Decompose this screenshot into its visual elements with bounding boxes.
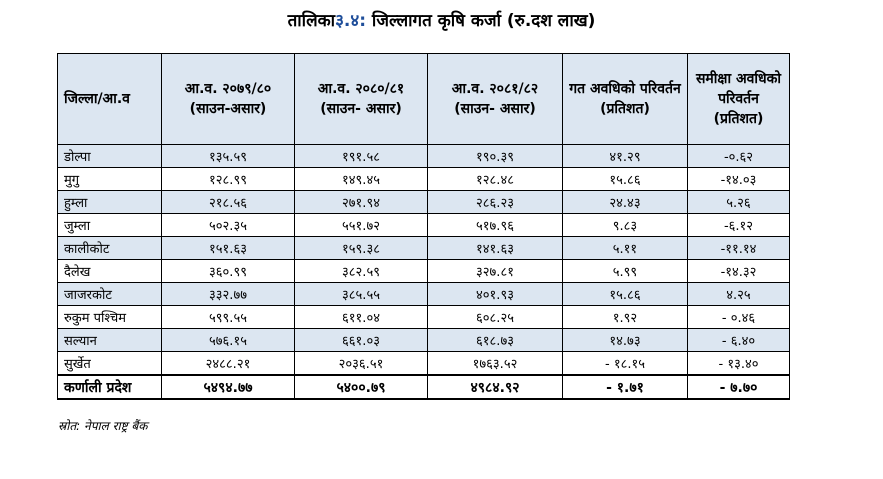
cell: ६६१.०३: [295, 329, 428, 352]
district-name: दैलेख: [58, 260, 162, 283]
total-cell: ५४९४.७७: [162, 375, 295, 399]
cell: ३६०.९९: [162, 260, 295, 283]
cell: १७६३.५२: [428, 352, 563, 376]
table-row: [58, 329, 790, 352]
district-name: जुम्ला: [58, 214, 162, 237]
cell: १५९.३८: [295, 237, 428, 260]
header-row: [58, 54, 790, 145]
table-row: [58, 191, 790, 214]
header-review-change: समीक्षा अवधिको परिवर्तन (प्रतिशत): [688, 54, 790, 145]
cell: ५९९.५५: [162, 306, 295, 329]
table-row: [58, 306, 790, 329]
district-name: मुगु: [58, 168, 162, 191]
cell: - ०.४६: [688, 306, 790, 329]
table-row: [58, 145, 790, 168]
cell: १४१.६३: [428, 237, 563, 260]
district-name: कालीकोट: [58, 237, 162, 260]
cell: ६०८.२५: [428, 306, 563, 329]
district-name: डोल्पा: [58, 145, 162, 168]
total-cell: - १.७१: [563, 375, 688, 399]
cell: १९१.५८: [295, 145, 428, 168]
cell: २४.४३: [563, 191, 688, 214]
cell: -१४.३२: [688, 260, 790, 283]
cell: ५०२.३५: [162, 214, 295, 237]
table-row: [58, 168, 790, 191]
table-title-number: ३.४:: [335, 11, 366, 31]
district-name: सल्यान: [58, 329, 162, 352]
cell: ६१८.७३: [428, 329, 563, 352]
cell: १९०.३९: [428, 145, 563, 168]
cell: १२८.९९: [162, 168, 295, 191]
credit-table: [57, 53, 790, 400]
cell: -११.१४: [688, 237, 790, 260]
total-row: [58, 375, 790, 399]
cell: ५.११: [563, 237, 688, 260]
cell: ३८२.५९: [295, 260, 428, 283]
total-label: कर्णाली प्रदेश: [58, 375, 162, 399]
table-row: [58, 260, 790, 283]
table-title-text: जिल्लागत कृषि कर्जा (रु.दश लाख): [371, 11, 596, 31]
cell: ३८५.५५: [295, 283, 428, 306]
cell: - १८.१५: [563, 352, 688, 376]
source-note: स्रोत: नेपाल राष्ट्र बैंक: [58, 419, 148, 433]
cell: ४०१.९३: [428, 283, 563, 306]
cell: -१४.०३: [688, 168, 790, 191]
cell: ३३२.७७: [162, 283, 295, 306]
cell: १४.७३: [563, 329, 688, 352]
cell: ६११.०४: [295, 306, 428, 329]
table-row: [58, 283, 790, 306]
cell: ४१.२९: [563, 145, 688, 168]
total-cell: ४९८४.९२: [428, 375, 563, 399]
cell: १३५.५९: [162, 145, 295, 168]
header-fy-2081-82: आ.व. २०८१/८२ (साउन- असार): [428, 54, 563, 145]
table-title: [0, 8, 883, 31]
cell: ९.८३: [563, 214, 688, 237]
cell: -६.१२: [688, 214, 790, 237]
district-name: रुकुम पश्चिम: [58, 306, 162, 329]
cell: १५.८६: [563, 283, 688, 306]
cell: ४.२५: [688, 283, 790, 306]
header-fy-2080-81: आ.व. २०८०/८१ (साउन- असार): [295, 54, 428, 145]
header-fy-2079-80: आ.व. २०७९/८० (साउन-असार): [162, 54, 295, 145]
cell: २०३६.५१: [295, 352, 428, 376]
table-row: [58, 214, 790, 237]
cell: २८६.२३: [428, 191, 563, 214]
cell: २१८.५६: [162, 191, 295, 214]
cell: १.९२: [563, 306, 688, 329]
header-district: जिल्ला/आ.व: [58, 54, 162, 145]
cell: ५५१.७२: [295, 214, 428, 237]
cell: ३२७.८१: [428, 260, 563, 283]
cell: १५१.६३: [162, 237, 295, 260]
table-row: [58, 237, 790, 260]
cell: १४९.४५: [295, 168, 428, 191]
cell: ५७६.१५: [162, 329, 295, 352]
cell: २७१.९४: [295, 191, 428, 214]
cell: १२८.४८: [428, 168, 563, 191]
district-name: हुम्ला: [58, 191, 162, 214]
cell: - १३.४०: [688, 352, 790, 376]
cell: १५.८६: [563, 168, 688, 191]
table-row: [58, 352, 790, 376]
cell: २४८८.२१: [162, 352, 295, 376]
table-title-prefix: तालिका: [287, 11, 336, 31]
total-cell: - ७.७०: [688, 375, 790, 399]
total-cell: ५४००.७९: [295, 375, 428, 399]
cell: ५.९९: [563, 260, 688, 283]
cell: - ६.४०: [688, 329, 790, 352]
cell: ५.२६: [688, 191, 790, 214]
district-name: सुर्खेत: [58, 352, 162, 376]
header-prev-change: गत अवधिको परिवर्तन (प्रतिशत): [563, 54, 688, 145]
cell: -०.६२: [688, 145, 790, 168]
district-name: जाजरकोट: [58, 283, 162, 306]
cell: ५१७.९६: [428, 214, 563, 237]
